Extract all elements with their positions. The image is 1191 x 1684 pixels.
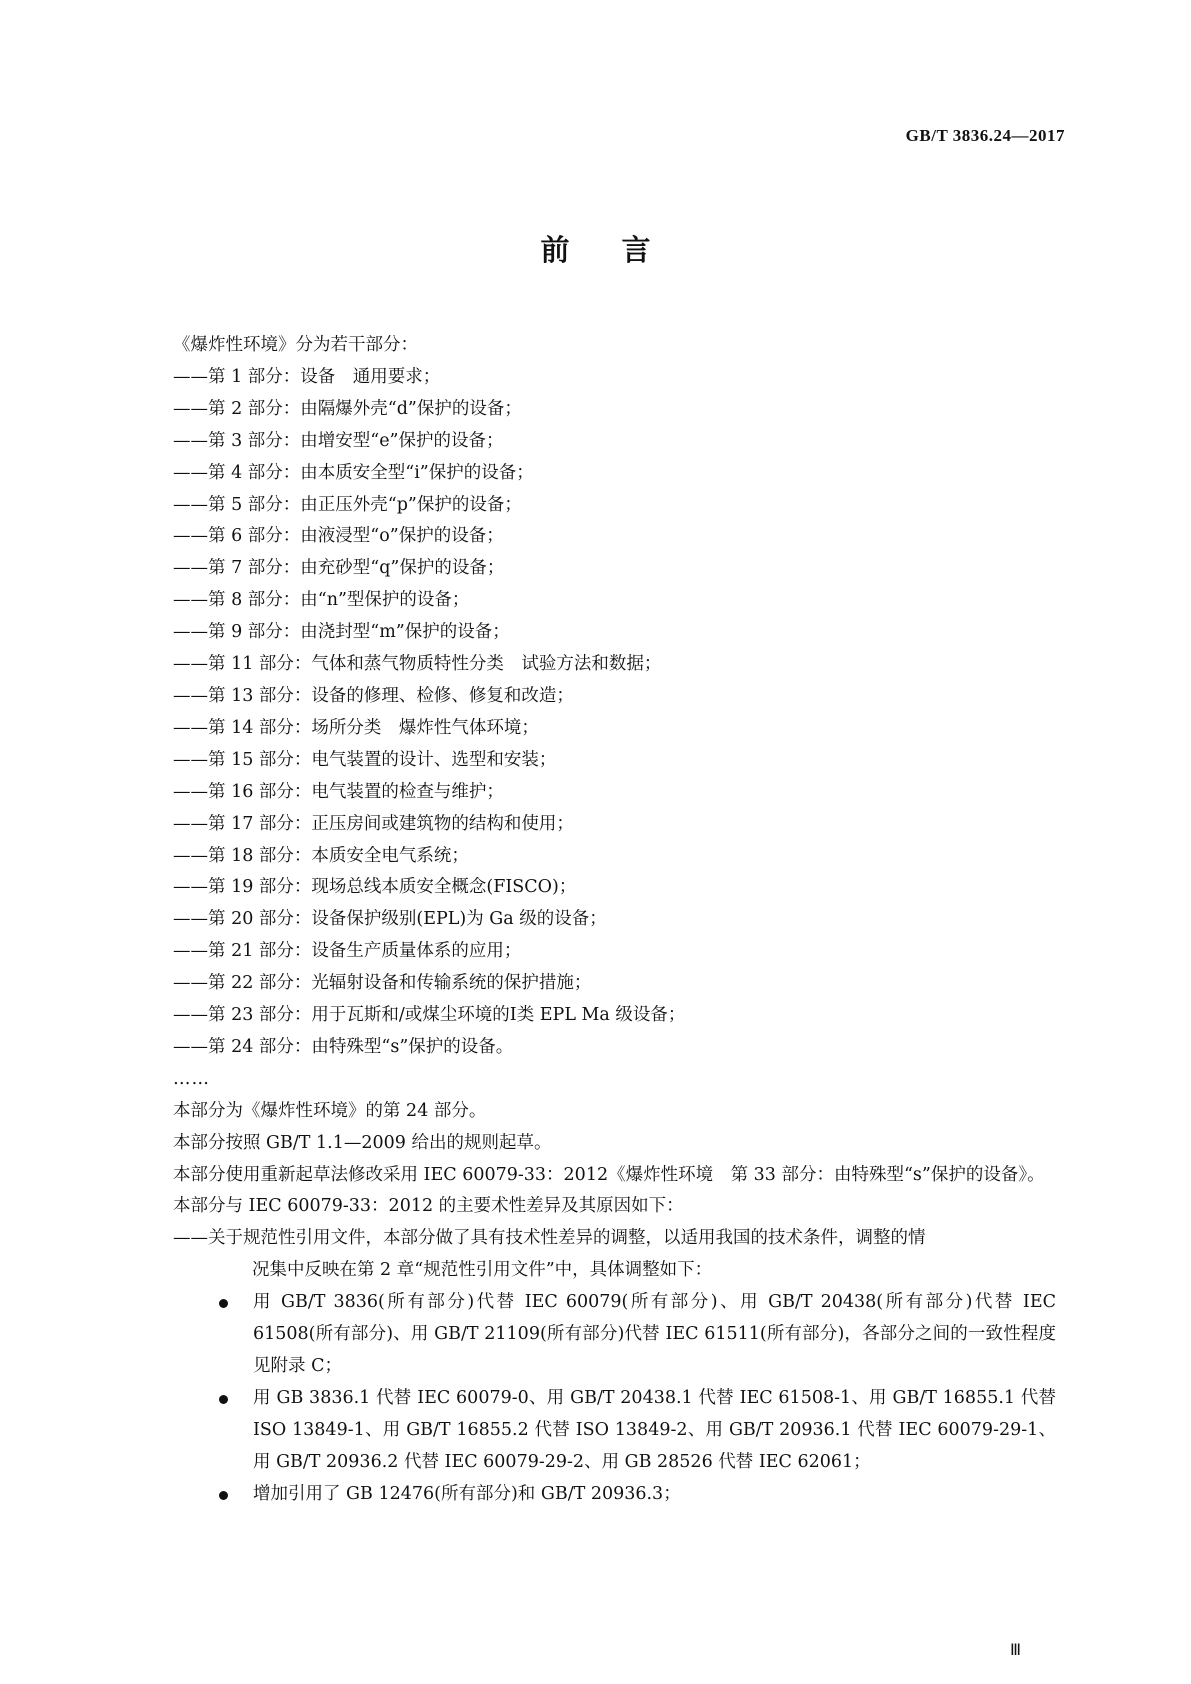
intro-text: 《爆炸性环境》分为若干部分： (173, 335, 418, 355)
list-item: ——第 22 部分：光辐射设备和传输系统的保护措施； (173, 973, 592, 994)
list-item: ——第 6 部分：由液浸型“o”保护的设备； (173, 526, 504, 547)
document-body (136, 330, 1056, 1511)
list-item: ——第 8 部分：由“n”型保护的设备； (173, 590, 470, 611)
list-item: ——第 24 部分：由特殊型“s”保护的设备。 (173, 1036, 514, 1057)
list-item: ——第 14 部分：场所分类 爆炸性气体环境； (173, 717, 539, 738)
list-item: ——第 19 部分：现场总线本质安全概念(FISCO)； (173, 877, 577, 898)
bullet-text: 用 GB 3836.1 代替 IEC 60079-0、用 GB/T 20438.1 代替 IEC 61508-1、用 GB/T 16855.1 代替 ISO 13849-1、用 GB/T 16855.2 代替 ISO 13849-2、用 GB/T 20936.1 代替 IEC 60079-29-1、用 GB/T 20936.2 代替 IEC 60079-29-2、用 GB 28526 代替 IEC 62061； (253, 1387, 1056, 1472)
bullet-text: 增加引用了 GB 12476(所有部分)和 GB/T 20936.3； (253, 1483, 681, 1504)
list-item: ——第 15 部分：电气装置的设计、选型和安装； (173, 749, 557, 770)
list-item: ——第 5 部分：由正压外壳“p”保护的设备； (173, 494, 522, 515)
difference-item-continuation: 况集中反映在第 2 章“规范性引用文件”中，具体调整如下： (252, 1260, 713, 1281)
page-number: Ⅲ (1010, 1642, 1022, 1659)
bullet-text: 用 GB/T 3836(所有部分)代替 IEC 60079(所有部分)、用 GB/T 20438(所有部分)代替 IEC 61508(所有部分)、用 GB/T 21109(所有部分)代替 IEC 61511(所有部分)，各部分之间的一致性程度见附录 C； (253, 1292, 1056, 1376)
ellipsis: …… (173, 1068, 210, 1089)
bullet-item (136, 1383, 1056, 1479)
list-item: ——第 1 部分：设备 通用要求； (173, 366, 441, 387)
parts-list (136, 362, 1056, 1064)
list-item: ——第 17 部分：正压房间或建筑物的结构和使用； (173, 813, 574, 834)
bullet-item (136, 1479, 1056, 1511)
document-code: GB/T 3836.24—2017 (905, 126, 1065, 145)
paragraph-drafting-rules: 本部分按照 GB/T 1.1—2009 给出的规则起草。 (173, 1132, 552, 1153)
list-item: ——第 13 部分：设备的修理、检修、修复和改造； (173, 685, 574, 706)
paragraph-differences: 本部分与 IEC 60079-33：2012 的主要术性差异及其原因如下： (173, 1196, 684, 1217)
difference-item-text: ——关于规范性引用文件，本部分做了具有技术性差异的调整，以适用我国的技术条件，调整的情 (173, 1228, 926, 1249)
list-item: ——第 11 部分：气体和蒸气物质特性分类 试验方法和数据； (173, 654, 662, 675)
bullet-item (136, 1287, 1056, 1383)
list-item: ——第 16 部分：电气装置的检查与维护； (173, 781, 504, 802)
paragraph-part-number: 本部分为《爆炸性环境》的第 24 部分。 (173, 1100, 487, 1121)
list-item: ——第 3 部分：由增安型“e”保护的设备； (173, 430, 504, 451)
list-item: ——第 18 部分：本质安全电气系统； (173, 845, 469, 866)
bullet-icon (219, 1491, 228, 1500)
list-item: ——第 7 部分：由充砂型“q”保护的设备； (173, 558, 505, 579)
list-item: ——第 2 部分：由隔爆外壳“d”保护的设备； (173, 398, 522, 419)
list-item: ——第 4 部分：由本质安全型“i”保护的设备； (173, 462, 534, 483)
bullet-icon (219, 1395, 228, 1404)
difference-item (136, 1223, 1056, 1287)
page-title: 前言 (540, 233, 703, 267)
paragraph-adoption: 本部分使用重新起草法修改采用 IEC 60079-33：2012《爆炸性环境 第 33 部分：由特殊型“s”保护的设备》。 (173, 1164, 1045, 1185)
list-item: ——第 23 部分：用于瓦斯和/或煤尘环境的Ⅰ类 EPL Ma 级设备； (173, 1005, 686, 1026)
list-item: ——第 20 部分：设备保护级别(EPL)为 Ga 级的设备； (173, 909, 607, 930)
list-item: ——第 9 部分：由浇封型“m”保护的设备； (173, 622, 510, 643)
bullet-icon (219, 1299, 228, 1308)
list-item: ——第 21 部分：设备生产质量体系的应用； (173, 941, 522, 962)
